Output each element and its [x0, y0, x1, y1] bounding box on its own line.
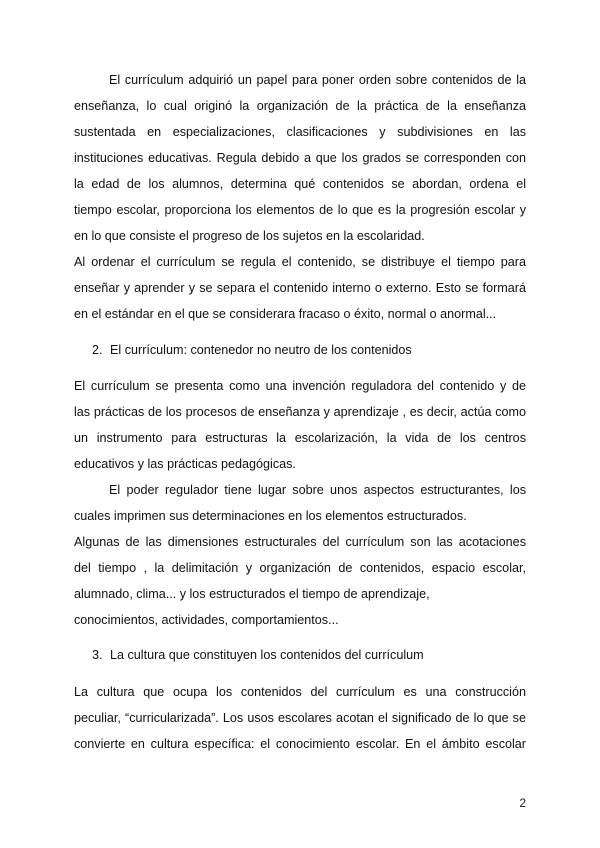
paragraph-line: conocimientos, actividades, comportamientos... — [74, 613, 339, 627]
section-number: 3. — [92, 648, 103, 662]
section-title: La cultura que constituyen los contenidos del currículum — [110, 648, 424, 662]
section-title: El currículum: contenedor no neutro de los contenidos — [110, 343, 412, 357]
paragraph-line: Al ordenar el currículum se regula el contenido, se distribuye el tiempo para — [74, 255, 526, 269]
page-number: 2 — [519, 796, 526, 810]
paragraph-line: Algunas de las dimensiones estructurales del currículum son las acotaciones — [74, 535, 526, 549]
paragraph-line: La cultura que ocupa los contenidos del currículum es una construcción — [74, 685, 526, 699]
paragraph-line: El currículum adquirió un papel para poner orden sobre contenidos de la — [109, 73, 526, 87]
section-heading-3 — [92, 648, 526, 662]
paragraph-line: en el estándar en el que se considerara fracaso o éxito, normal o anormal... — [74, 307, 497, 321]
paragraph-line: El poder regulador tiene lugar sobre unos aspectos estructurantes, los — [109, 483, 526, 497]
section-heading-2 — [92, 343, 526, 357]
paragraph-line: las prácticas de los procesos de enseñanza y aprendizaje , es decir, actúa como — [74, 405, 526, 419]
paragraph-line: alumnado, clima... y los estructurados el tiempo de aprendizaje, — [74, 587, 430, 601]
paragraph-line: un instrumento para estructuras la escolarización, la vida de los centros — [74, 431, 526, 445]
paragraph-line: tiempo escolar, proporciona los elementos de lo que es la progresión escolar y — [74, 203, 526, 217]
section-number: 2. — [92, 343, 103, 357]
paragraph-line: la edad de los alumnos, determina qué contenidos se abordan, ordena el — [74, 177, 526, 191]
paragraph-line: cuales imprimen sus determinaciones en los elementos estructurados. — [74, 509, 467, 523]
paragraph-line: educativos y las prácticas pedagógicas. — [74, 457, 296, 471]
paragraph-line: enseñar y aprender y se separa el contenido interno o externo. Esto se formará — [74, 281, 526, 295]
paragraph-line: convierte en cultura específica: el conocimiento escolar. En el ámbito escolar — [74, 737, 526, 751]
paragraph-line: sustentada en especializaciones, clasificaciones y subdivisiones en las — [74, 125, 526, 139]
paragraph-line: El currículum se presenta como una invención reguladora del contenido y de — [74, 379, 526, 393]
paragraph-line: peculiar, “curricularizada”. Los usos escolares acotan el significado de lo que se — [74, 711, 526, 725]
paragraph-line: del tiempo , la delimitación y organización de contenidos, espacio escolar, — [74, 561, 526, 575]
paragraph-line: en lo que consiste el progreso de los sujetos en la escolaridad. — [74, 229, 425, 243]
paragraph-line: instituciones educativas. Regula debido a que los grados se corresponden con — [74, 151, 526, 165]
paragraph-line: enseñanza, lo cual originó la organización de la práctica de la enseñanza — [74, 99, 526, 113]
